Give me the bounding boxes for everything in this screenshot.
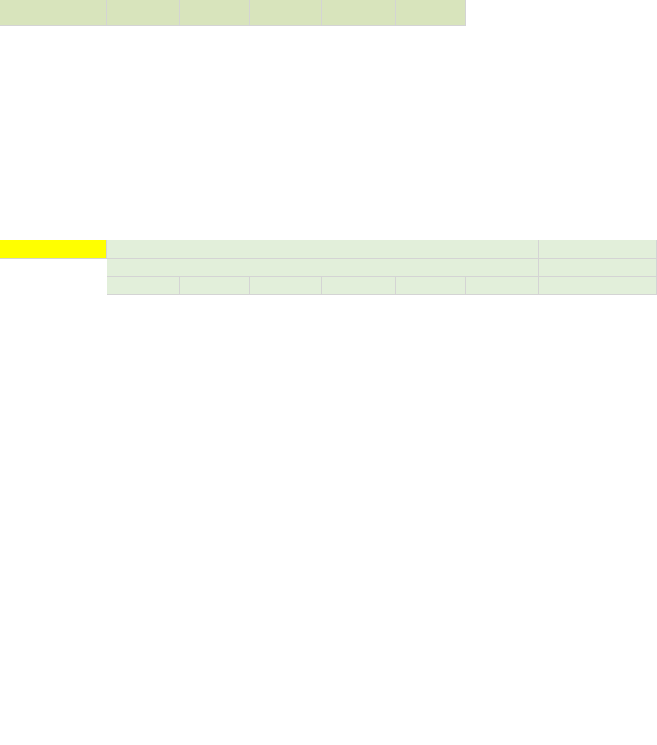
col-header-sector[interactable]: [322, 277, 396, 295]
tag-rule-filler: [539, 240, 657, 259]
col-header-cost[interactable]: [466, 277, 539, 295]
tag-rule[interactable]: [107, 240, 539, 259]
col-header-department[interactable]: [180, 277, 250, 295]
tag-example-filler: [539, 259, 657, 277]
header-cell-matter[interactable]: [0, 0, 107, 26]
header-cell-level4[interactable]: [322, 0, 396, 26]
header-cell-level5[interactable]: [396, 0, 466, 26]
header-cell-level2[interactable]: [180, 0, 250, 26]
header-cell-level3[interactable]: [250, 0, 322, 26]
col-header-person[interactable]: [250, 277, 322, 295]
col-header-category[interactable]: [107, 277, 180, 295]
tag-example[interactable]: [107, 259, 539, 277]
header-cell-level1[interactable]: [107, 0, 180, 26]
col-header-project[interactable]: [396, 277, 466, 295]
col-header-remark[interactable]: [539, 277, 657, 295]
voucher-label[interactable]: [0, 240, 107, 259]
